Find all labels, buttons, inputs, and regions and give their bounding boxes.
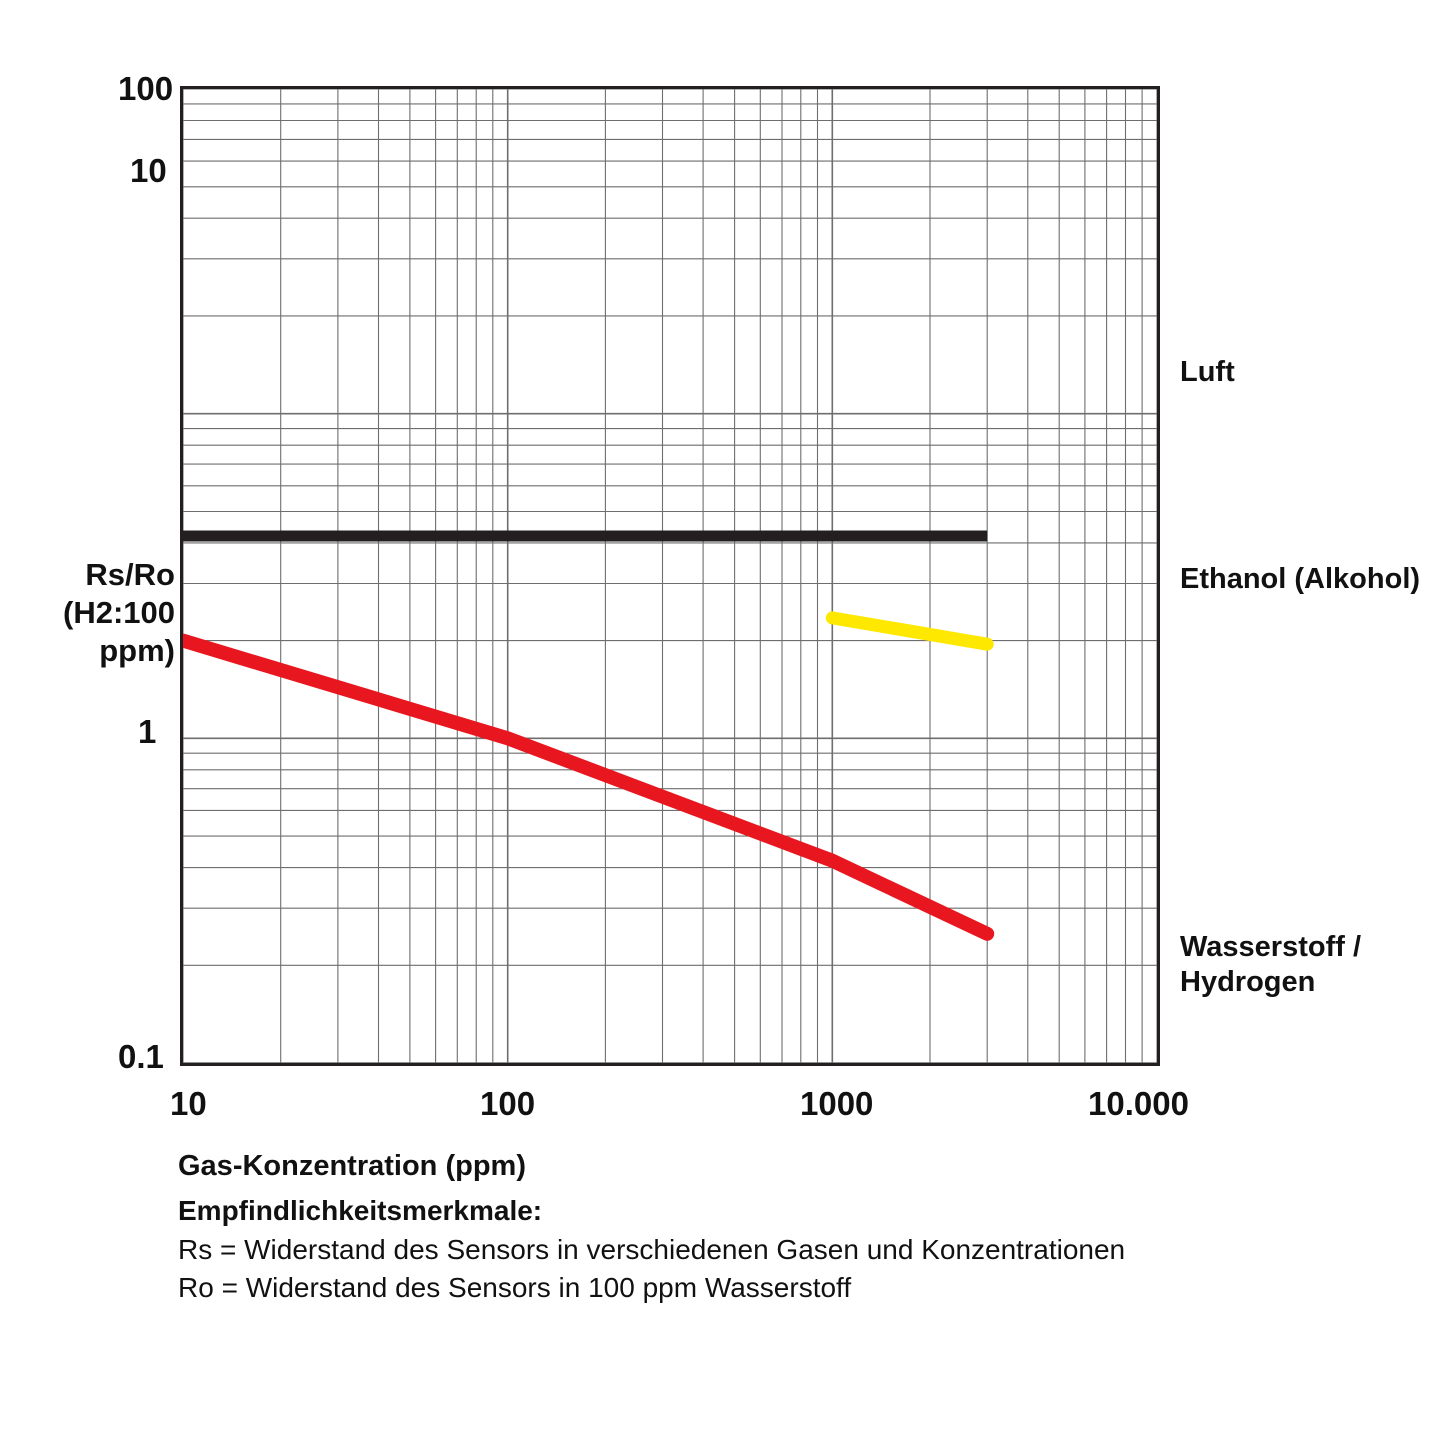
y-axis-title-line1: Rs/Ro [85,557,175,592]
plot-area [180,86,1160,1066]
legend-label-luft: Luft [1180,356,1235,388]
y-axis-tick-0-1: 0.1 [118,1038,164,1075]
caption-block [178,1192,1125,1308]
legend-label-hydrogen [1180,930,1361,1001]
caption-line-ro: Ro = Widerstand des Sensors in 100 ppm Wasserstoff [178,1272,852,1304]
x-axis-tick-10000: 10.000 [1088,1085,1189,1122]
caption-line-rs: Rs = Widerstand des Sensors in verschiedenen Gasen und Konzentrationen [178,1233,1126,1265]
x-axis-tick-100: 100 [480,1085,536,1122]
legend-label-hydrogen-line2: Hydrogen [1180,966,1316,999]
y-axis-tick-10: 10 [130,152,167,189]
x-axis-tick-10: 10 [170,1085,207,1122]
caption-title: Empfindlichkeitsmerkmale: [178,1195,543,1226]
x-axis-tick-1000: 1000 [800,1085,874,1122]
legend-label-hydrogen-line1: Wasserstoff / [1180,931,1362,963]
legend-label-ethanol: Ethanol (Alkohol) [1180,563,1421,595]
y-axis-tick-100: 100 [118,70,174,107]
gridlines [183,89,1157,1063]
y-axis-title [5,556,175,669]
y-axis-tick-1: 1 [138,713,157,750]
y-axis-title-line2: (H2:100 ppm) [63,594,175,668]
x-axis-title: Gas-Konzentration (ppm) [178,1150,526,1182]
grid-and-series [183,89,1157,1063]
series-line-hydrogen [183,641,987,934]
